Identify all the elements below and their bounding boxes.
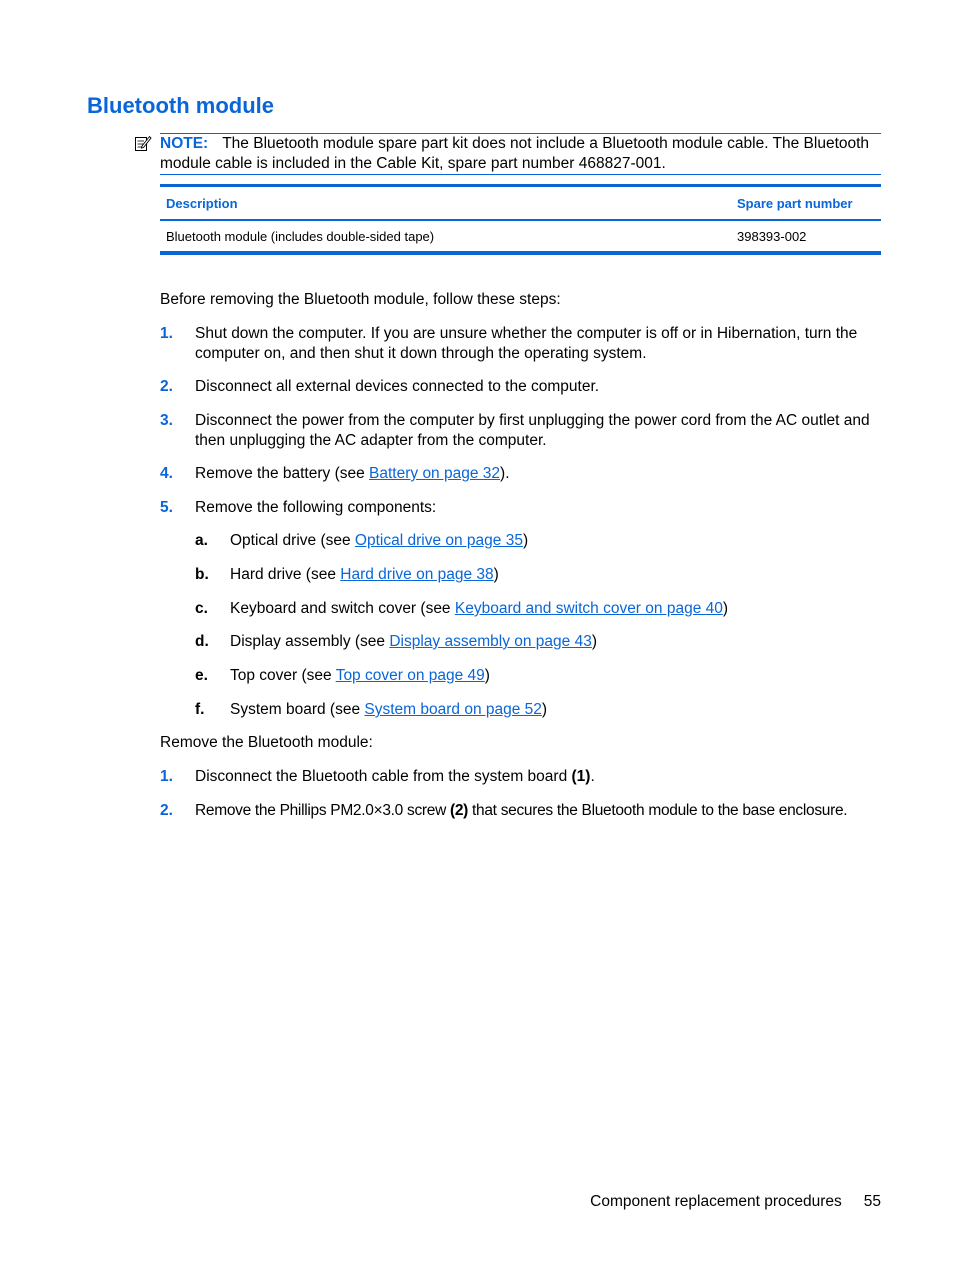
substep-letter: b.: [195, 566, 209, 583]
step-text-pre: Remove the battery (see: [195, 465, 370, 482]
substep-post: ): [591, 633, 598, 650]
substep-pre: System board (see: [230, 701, 365, 718]
substep-pre: Top cover (see: [230, 667, 336, 684]
substep-post: ): [722, 600, 729, 617]
remove-step-text: [195, 767, 881, 787]
substep-pre: Optical drive (see: [230, 532, 355, 549]
step-text: [195, 464, 881, 484]
substep-text: [230, 565, 499, 585]
remove-step-text: [195, 801, 881, 821]
substep-post: ): [484, 667, 490, 684]
system-board-link[interactable]: System board on page 52: [364, 701, 542, 718]
remove-step-pre: Remove the Phillips PM2.0×3.0 screw: [195, 802, 450, 819]
substep-letter: c.: [195, 600, 208, 617]
remove-step-number: 2.: [160, 802, 173, 819]
intro-text: Before removing the Bluetooth module, follow these steps:: [160, 291, 561, 308]
note-text: The Bluetooth module spare part kit does not include a Bluetooth module cable. The Bluetooth module cable is included in the Cable Kit, spare part number 468827-001.: [160, 135, 870, 172]
substep-post: ): [541, 701, 548, 718]
step-text: Disconnect all external devices connected to the computer.: [195, 378, 600, 395]
page-number: 55: [863, 1193, 881, 1210]
step-text-post: ).: [500, 465, 510, 482]
hard-drive-link[interactable]: Hard drive on page 38: [340, 566, 494, 583]
table-row: [160, 220, 881, 253]
step-text: Shut down the computer. If you are unsure whether the computer is off or in Hibernation, turn the computer on, and then shut it down through the operating system.: [195, 325, 858, 362]
step-text: Remove the following components:: [195, 499, 437, 516]
step-number: 5.: [160, 499, 173, 516]
substep-post: ): [522, 532, 529, 549]
table-header-description: Description: [160, 186, 731, 221]
remove-step-post: .: [590, 768, 595, 785]
page-footer: [590, 1193, 881, 1211]
remove-step-number: 1.: [160, 768, 173, 785]
substep-text: [230, 531, 528, 551]
substep-letter: a.: [195, 532, 208, 549]
substep-text: [230, 599, 728, 619]
step-number: 2.: [160, 378, 173, 395]
display-assembly-link[interactable]: Display assembly on page 43: [389, 633, 592, 650]
table-cell-part-number: 398393-002: [737, 228, 807, 244]
table-header-spare-part-number: Spare part number: [731, 186, 881, 221]
substep-text: [230, 632, 597, 652]
footer-section-title: Component replacement procedures: [590, 1193, 842, 1210]
spare-parts-table: [160, 184, 881, 255]
keyboard-switch-cover-link[interactable]: Keyboard and switch cover on page 40: [454, 600, 723, 617]
remove-intro-text: Remove the Bluetooth module:: [160, 734, 373, 751]
step-number: 3.: [160, 412, 173, 429]
substep-post: ): [493, 566, 499, 583]
substep-letter: e.: [195, 667, 208, 684]
remove-step-post: that secures the Bluetooth module to the base enclosure.: [468, 802, 848, 819]
battery-link[interactable]: Battery on page 32: [369, 465, 501, 482]
table-cell-description: Bluetooth module (includes double-sided tape): [166, 228, 435, 244]
substep-pre: Keyboard and switch cover (see: [230, 600, 455, 617]
note-pencil-icon: [134, 134, 152, 157]
substep-text: [230, 700, 547, 720]
table-header-row: [160, 186, 881, 221]
page-title: Bluetooth module: [87, 93, 274, 118]
note-label: NOTE:: [160, 135, 209, 152]
callout-number: (1): [571, 768, 591, 785]
step-number: 1.: [160, 325, 173, 342]
substep-letter: d.: [195, 633, 209, 650]
substep-letter: f.: [195, 701, 205, 718]
substep-pre: Display assembly (see: [230, 633, 390, 650]
substep-pre: Hard drive (see: [230, 566, 341, 583]
step-number: 4.: [160, 465, 173, 482]
remove-step-pre: Disconnect the Bluetooth cable from the system board: [195, 768, 572, 785]
note-box: [160, 133, 881, 175]
substep-text: [230, 666, 490, 686]
step-text: Disconnect the power from the computer by first unplugging the power cord from the AC outlet and then unplugging the AC adapter from the computer.: [195, 412, 870, 449]
optical-drive-link[interactable]: Optical drive on page 35: [354, 532, 523, 549]
callout-number: (2): [449, 802, 469, 819]
top-cover-link[interactable]: Top cover on page 49: [335, 667, 485, 684]
